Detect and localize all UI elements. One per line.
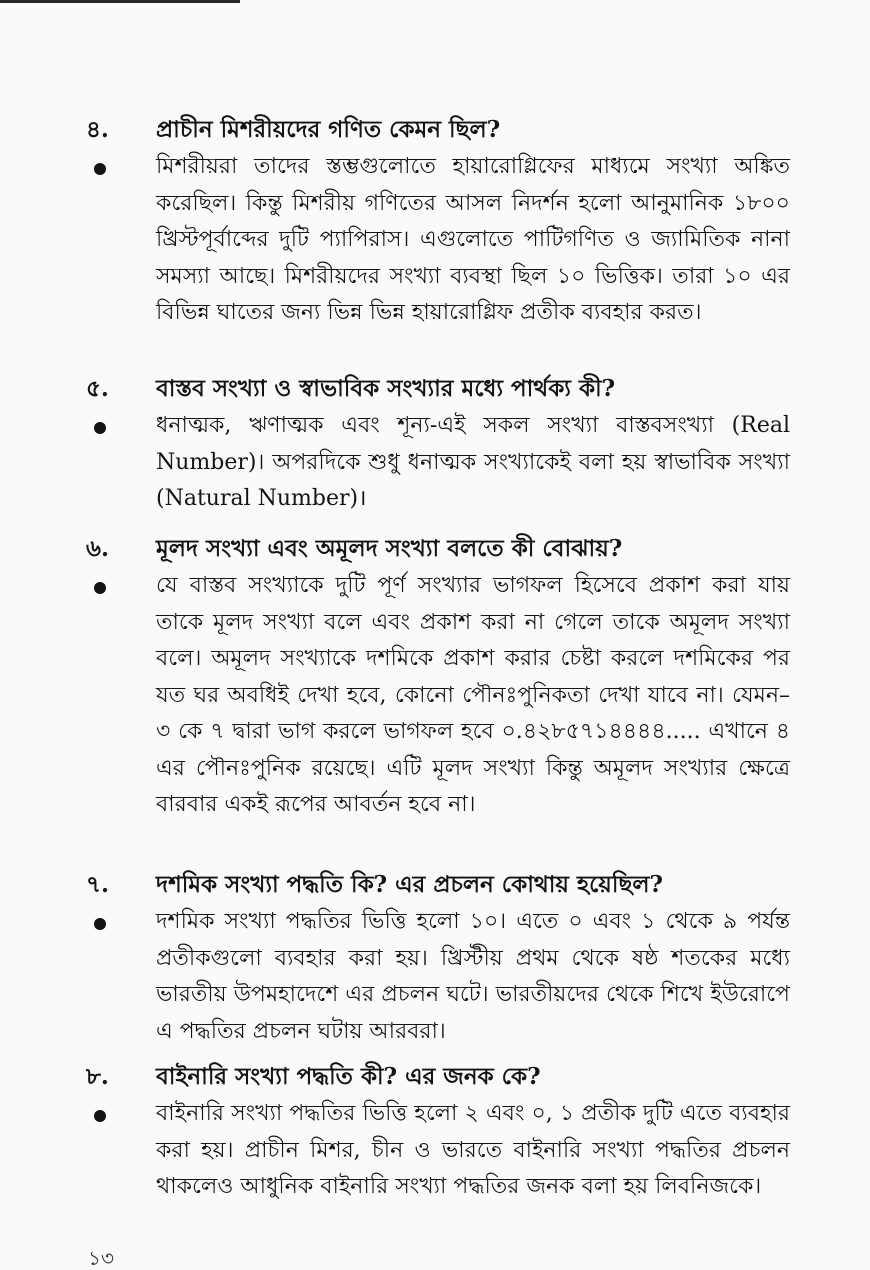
question-number: ৬.: [86, 535, 109, 562]
bullet-icon: [94, 163, 106, 175]
qa-item-7: [0, 866, 870, 1050]
qa-item-4: [0, 111, 870, 332]
answer-text: দশমিক সংখ্যা পদ্ধতির ভিত্তি হলো ১০। এতে ০ এবং ১ থেকে ৯ পর্যন্ত প্রতীকগুলো ব্যবহার করা হয়। খ্রিস্টীয় প্রথম থেকে ষষ্ঠ শতকের মধ্যে ভারতীয় উপমহাদেশে এর প্রচলন ঘটে। ভারতীয়দের থেকে শিখে ইউরোপে এ পদ্ধতির প্রচলন ঘটায় আরবরা।: [156, 909, 790, 1044]
answer-text: বাইনারি সংখ্যা পদ্ধতির ভিত্তি হলো ২ এবং ০, ১ প্রতীক দুটি এতে ব্যবহার করা হয়। প্রাচীন মিশর, চীন ও ভারতে বাইনারি সংখ্যা পদ্ধতির প্রচলন থাকলেও আধুনিক বাইনারি সংখ্যা পদ্ধতির জনক বলা হয় লিবনিজকে।: [156, 1101, 790, 1199]
question-text: দশমিক সংখ্যা পদ্ধতি কি? এর প্রচলন কোথায় হয়েছিল?: [156, 871, 663, 898]
question-row: [0, 370, 870, 408]
qa-item-8: [0, 1058, 870, 1206]
question-number: ৭.: [86, 871, 109, 898]
question-row: [0, 866, 870, 904]
qa-item-5: [0, 370, 870, 518]
question-number: ৪.: [86, 116, 109, 143]
answer-text: যে বাস্তব সংখ্যাকে দুটি পূর্ণ সংখ্যার ভাগফল হিসেবে প্রকাশ করা যায় তাকে মূলদ সংখ্যা বলে এবং প্রকাশ করা না গেলে তাকে অমূলদ সংখ্যা বলে। অমূলদ সংখ্যাকে দশমিকে প্রকাশ করার চেষ্টা করলে দশমিকের পর যত ঘর অবধিই দেখা হবে, কোনো পৌনঃপুনিকতা দেখা যাবে না। যেমন– ৩ কে ৭ দ্বারা ভাগ করলে ভাগফল হবে ০.৪২৮৫৭১৪৪৪৪..... এখানে ৪ এর পৌনঃপুনিক রয়েছে। এটি মূলদ সংখ্যা কিন্তু অমূলদ সংখ্যার ক্ষেত্রে বারবার একই রূপের আবর্তন হবে না।: [156, 573, 790, 817]
qa-item-6: [0, 530, 870, 824]
top-rule: [0, 0, 240, 3]
question-row: [0, 1058, 870, 1096]
answer-row: [0, 408, 870, 518]
question-number: ৮.: [86, 1063, 109, 1090]
answer-text: ধনাত্মক, ঋণাত্মক এবং শূন্য-এই সকল সংখ্যা বাস্তবসংখ্যা (Real Number)। অপরদিকে শুধু ধনাত্মক সংখ্যাকেই বলা হয় স্বাভাবিক সংখ্যা (Natural Number)।: [156, 413, 790, 511]
question-number: ৫.: [86, 375, 109, 402]
answer-row: [0, 568, 870, 824]
answer-row: [0, 149, 870, 332]
bullet-icon: [94, 1110, 106, 1122]
answer-row: [0, 904, 870, 1050]
bullet-icon: [94, 582, 106, 594]
question-row: [0, 111, 870, 149]
answer-row: [0, 1096, 870, 1206]
question-text: বাস্তব সংখ্যা ও স্বাভাবিক সংখ্যার মধ্যে পার্থক্য কী?: [156, 375, 616, 402]
bullet-icon: [94, 918, 106, 930]
question-text: বাইনারি সংখ্যা পদ্ধতি কী? এর জনক কে?: [156, 1063, 541, 1090]
question-row: [0, 530, 870, 568]
question-text: প্রাচীন মিশরীয়দের গণিত কেমন ছিল?: [156, 116, 501, 143]
question-text: মূলদ সংখ্যা এবং অমূলদ সংখ্যা বলতে কী বোঝায়?: [156, 535, 623, 562]
page-number: ১৩: [88, 1246, 114, 1270]
bullet-icon: [94, 422, 106, 434]
answer-text: মিশরীয়রা তাদের স্তম্ভগুলোতে হায়ারোগ্লিফের মাধ্যমে সংখ্যা অঙ্কিত করেছিল। কিন্তু মিশরীয় গণিতের আসল নিদর্শন হলো আনুমানিক ১৮০০ খ্রিস্টপূর্বাব্দের দুটি প্যাপিরাস। এগুলোতে পাটিগণিত ও জ্যামিতিক নানা সমস্যা আছে। মিশরীয়দের সংখ্যা ব্যবস্থা ছিল ১০ ভিত্তিক। তারা ১০ এর বিভিন্ন ঘাতের জন্য ভিন্ন ভিন্ন হায়ারোগ্লিফ প্রতীক ব্যবহার করত।: [156, 154, 790, 325]
